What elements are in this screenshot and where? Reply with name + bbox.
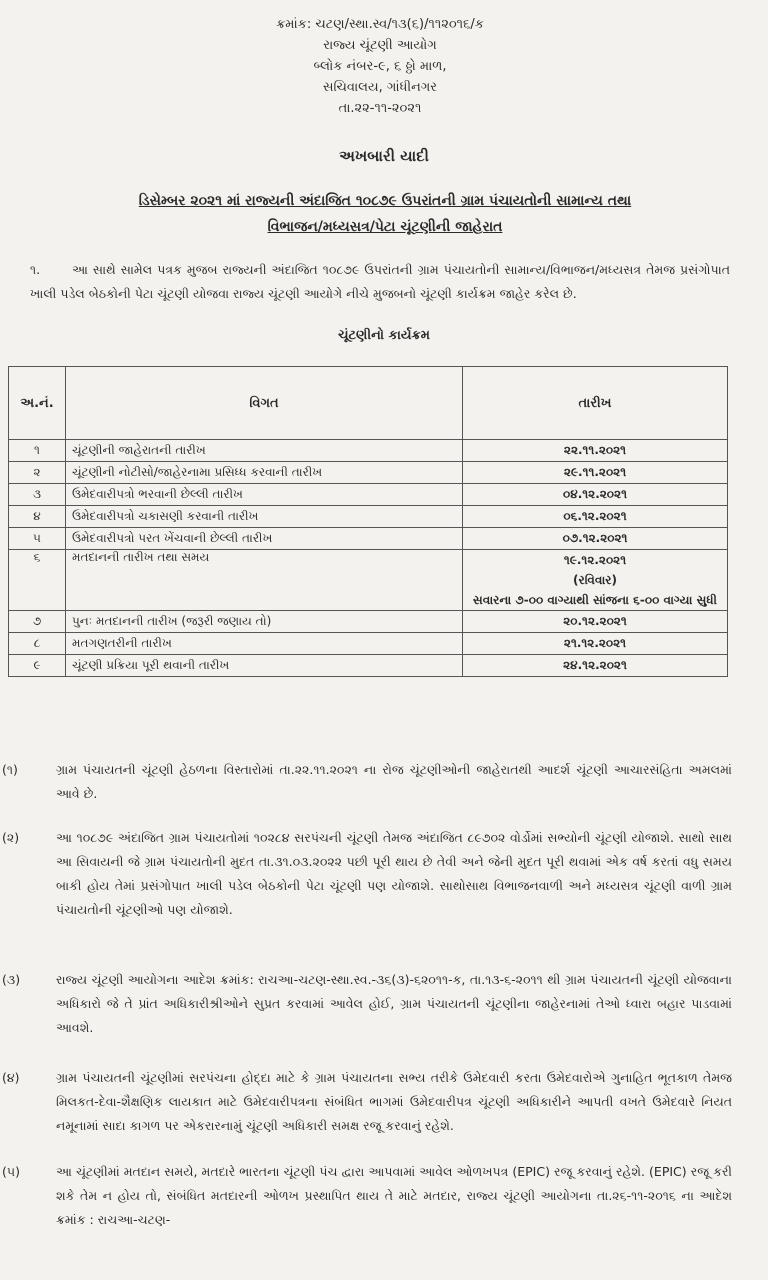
- row-date: ૨૪.૧૨.૨૦૨૧: [463, 655, 728, 677]
- office-block: બ્લોક નંબર-૯, ૬ ઠ્ઠો માળ,: [313, 59, 447, 74]
- row-date-day: (રવિવાર): [573, 573, 617, 587]
- press-note-heading: અખબારી યાદી: [339, 147, 429, 165]
- row-number: ૧: [9, 440, 66, 462]
- note-2: [2, 826, 732, 922]
- row-number: ૨: [9, 462, 66, 484]
- row-detail: ચૂંટણી પ્રક્રિયા પૂરી થવાની તારીખ: [66, 655, 463, 677]
- table-row: [9, 484, 728, 506]
- row-detail: ઉમેદવારીપત્રો પરત ખેંચવાની છેલ્લી તારીખ: [66, 528, 463, 550]
- office-name: રાજ્ય ચૂંટણી આયોગ: [323, 38, 437, 53]
- table-row: [9, 440, 728, 462]
- row-date: ૧૯.૧૨.૨૦૨૧: [563, 553, 627, 567]
- row-number: ૫: [9, 528, 66, 550]
- note-number: (૩): [2, 972, 21, 987]
- col-header-number: અ.નં.: [9, 367, 66, 440]
- row-detail: મતગણતરીની તારીખ: [66, 633, 463, 655]
- note-number: (૫): [2, 1164, 20, 1179]
- table-row: [9, 550, 728, 611]
- paragraph-1: [30, 258, 730, 306]
- row-date: ૦૭.૧૨.૨૦૨૧: [463, 528, 728, 550]
- note-text: આ ૧૦૮૭૯ અંદાજિત ગ્રામ પંચાયતોમાં ૧૦૨૮૪ સરપંચની ચૂંટણી તેમજ અંદાજિત ૮૯૭૦૨ વોર્ડોમાં સભ્યોની ચૂંટણી યોજાશે. સાથો સાથ આ સિવાયની જે ગ્રામ પંચાયતોની મુદત તા.૩૧.૦૩.૨૦૨૨ પછી પૂરી થાય છે તેવી અને જેની મુદત પૂરી થવામાં એક વર્ષ કરતાં વધુ સમય બાકી હોય તેમાં પ્રસંગોપાત ખાલી પડેલ બેઠકોની પેટા ચૂંટણી પણ યોજાશે. સાથોસાથ વિભાજનવાળી અને મધ્યસત્ર ચૂંટણી વાળી ગ્રામ પંચાયતોની ચૂંટણીઓ પણ યોજાશે.: [56, 830, 732, 917]
- note-text: આ ચૂંટણીમાં મતદાન સમયે, મતદારે ભારતના ચૂંટણી પંચ દ્વારા આપવામાં આવેલ ઓળખપત્ર (EPIC) રજૂ કરવાનું રહેશે. (EPIC) રજૂ કરી શકે તેમ ન હોય તો, સંબંધિત મતદારની ઓળખ પ્રસ્થાપિત થાય તે માટે મતદાર, રાજ્ય ચૂંટણી આયોગના તા.૨૬-૧૧-૨૦૧૬ ના આદેશ ક્રમાંક : રાચઆ-ચટણ-: [56, 1164, 732, 1227]
- election-schedule-table: [8, 366, 728, 677]
- row-detail: ચૂંટણીની જાહેરાતની તારીખ: [66, 440, 463, 462]
- row-number: ૬: [9, 550, 66, 611]
- title-line-1: ડિસેમ્બર ૨૦૨૧ માં રાજ્યની અંદાજિત ૧૦૮૭૯ ઉપરાંતની ગ્રામ પંચાયતોની સામાન્ય તથા: [138, 193, 632, 209]
- title-line-2: વિભાજન/મધ્યસત્ર/પેટા ચૂંટણીની જાહેરાત: [267, 219, 503, 235]
- schedule-heading: ચૂંટણીનો કાર્યક્રમ: [338, 328, 430, 343]
- reference-number: ક્રમાંક: ચટણ/સ્થા.સ્વ/૧૩(૬)/૧૧૨૦૧૬/ક: [276, 17, 484, 32]
- letter-header: [250, 14, 510, 119]
- col-header-date: તારીખ: [463, 367, 728, 440]
- row-number: ૭: [9, 611, 66, 633]
- paragraph-number: ૧.: [30, 262, 41, 277]
- row-detail: ઉમેદવારીપત્રો ચકાસણી કરવાની તારીખ: [66, 506, 463, 528]
- row-date: ૦૬.૧૨.૨૦૨૧: [463, 506, 728, 528]
- row-date: ૨૧.૧૨.૨૦૨૧: [463, 633, 728, 655]
- letter-date: તા.૨૨-૧૧-૨૦૨૧: [338, 101, 422, 116]
- row-number: ૯: [9, 655, 66, 677]
- table-row: [9, 633, 728, 655]
- row-date: ૨૨.૧૧.૨૦૨૧: [463, 440, 728, 462]
- note-number: (૧): [2, 762, 18, 777]
- table-row: [9, 506, 728, 528]
- table-row: [9, 528, 728, 550]
- table-row: [9, 462, 728, 484]
- office-place: સચિવાલય, ગાંધીનગર: [323, 80, 437, 95]
- table-header-row: [9, 367, 728, 440]
- table-row: [9, 611, 728, 633]
- row-date-cell: [463, 550, 728, 611]
- note-4: [2, 1066, 732, 1138]
- row-number: ૩: [9, 484, 66, 506]
- note-1: [2, 758, 732, 806]
- note-number: (૪): [2, 1070, 20, 1085]
- note-5: [2, 1160, 732, 1232]
- row-date: ૨૦.૧૨.૨૦૨૧: [463, 611, 728, 633]
- note-text: ગ્રામ પંચાયતની ચૂંટણીમાં સરપંચના હોદ્દા માટે કે ગ્રામ પંચાયતના સભ્ય તરીકે ઉમેદવારી કરતા ઉમેદવારોએ ગુનાહિત ભૂતકાળ તેમજ મિલકત-દેવા-શૈક્ષણિક લાયકાત માટે ઉમેદવારીપત્રના સંબંધિત ભાગમાં ઉમેદવારીપત્ર ચૂંટણી અધિકારીને આપતી વખતે ઉમેદવારે નિયત નમૂનામાં સાદા કાગળ પર એકરારનામું ચૂંટણી અધિકારી સમક્ષ રજૂ કરવાનું રહેશે.: [56, 1070, 732, 1133]
- table-row: [9, 655, 728, 677]
- row-detail: પુનઃ મતદાનની તારીખ (જરૂરી જણાય તો): [66, 611, 463, 633]
- row-number: ૪: [9, 506, 66, 528]
- row-detail: ઉમેદવારીપત્રો ભરવાની છેલ્લી તારીખ: [66, 484, 463, 506]
- note-3: [2, 968, 732, 1040]
- row-detail: મતદાનની તારીખ તથા સમય: [66, 550, 463, 611]
- col-header-detail: વિગત: [66, 367, 463, 440]
- note-text: રાજ્ય ચૂંટણી આયોગના આદેશ ક્રમાંક: રાચઆ-ચટણ-સ્થા.સ્વ.-૩૬(૩)-૬૨૦૧૧-ક, તા.૧૩-૬-૨૦૧૧ થી ગ્રામ પંચાયતની ચૂંટણી યોજવાના અધિકારો જે તે પ્રાંત અધિકારીશ્રીઓને સુપ્રત કરવામાં આવેલ હોઈ, ગ્રામ પંચાયતની ચૂંટણીના જાહેરનામાં તેઓ ધ્વારા બહાર પાડવામાં આવશે.: [56, 972, 732, 1035]
- row-date: ૨૯.૧૧.૨૦૨૧: [463, 462, 728, 484]
- note-text: ગ્રામ પંચાયતની ચૂંટણી હેઠળના વિસ્તારોમાં તા.૨૨.૧૧.૨૦૨૧ ના રોજ ચૂંટણીઓની જાહેરાતથી આદર્શ ચૂંટણી આચારસંહિતા અમલમાં આવે છે.: [56, 762, 732, 801]
- paragraph-text: આ સાથે સામેલ પત્રક મુજબ રાજ્યની અંદાજિત ૧૦૮૭૯ ઉપરાંતની ગ્રામ પંચાયતોની સામાન્ય/વિભાજન/મધ્યસત્ર તેમજ પ્રસંગોપાત ખાલી પડેલ બેઠકોની પેટા ચૂંટણી યોજવા રાજ્ય ચૂંટણી આયોગે નીચે મુજબનો ચૂંટણી કાર્યક્રમ જાહેર કરેલ છે.: [30, 262, 730, 301]
- row-number: ૮: [9, 633, 66, 655]
- note-number: (૨): [2, 830, 20, 845]
- row-date-time: સવારના ૭-૦૦ વાગ્યાથી સાંજના ૬-૦૦ વાગ્યા સુધી: [473, 593, 717, 607]
- document-title: [30, 188, 740, 240]
- row-date: ૦૪.૧૨.૨૦૨૧: [463, 484, 728, 506]
- row-detail: ચૂંટણીની નોટીસો/જાહેરનામા પ્રસિધ્ધ કરવાની તારીખ: [66, 462, 463, 484]
